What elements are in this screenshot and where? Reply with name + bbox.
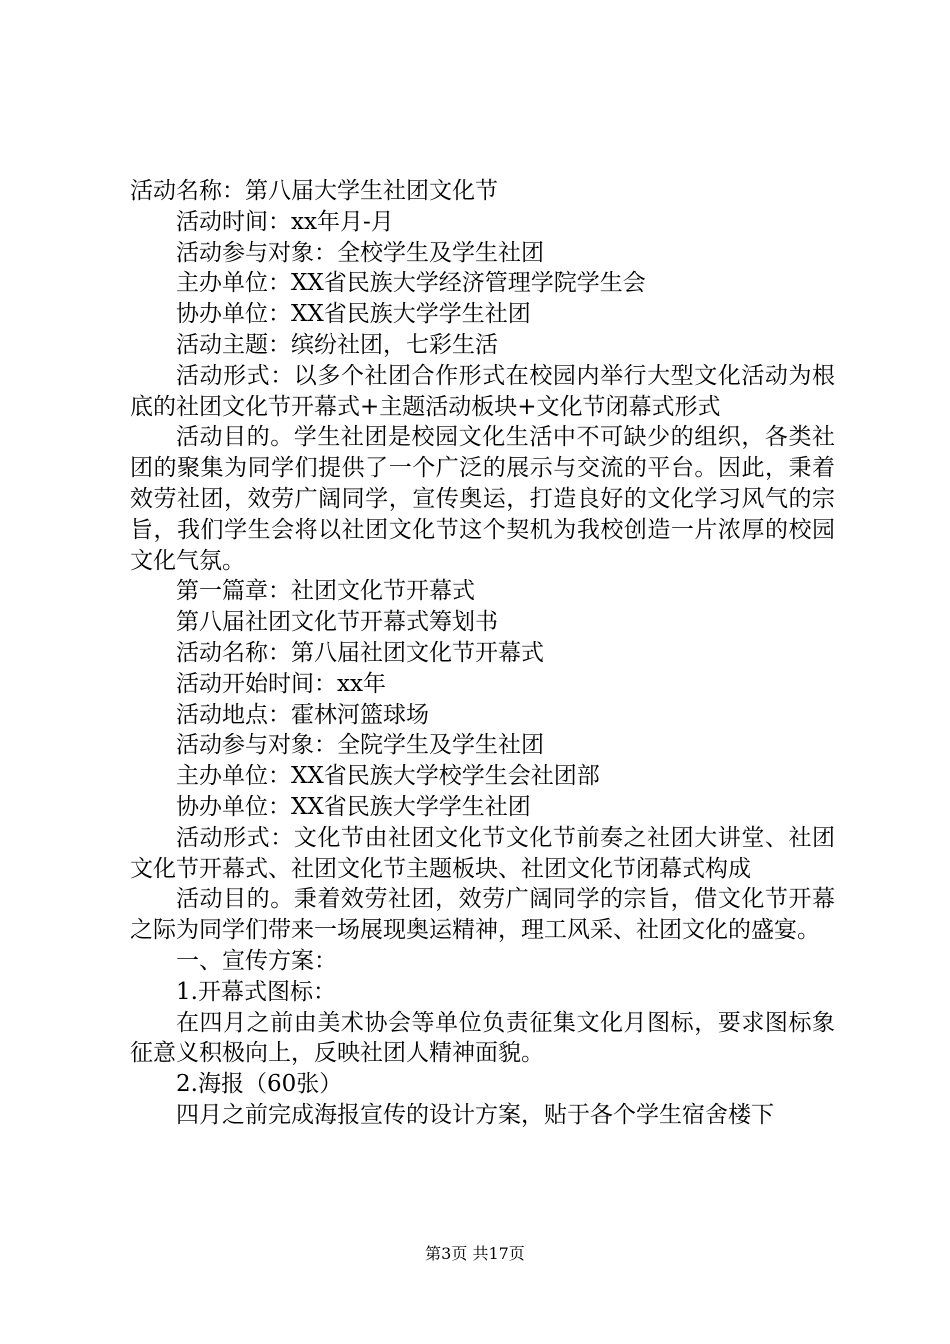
paragraph-organizer: 主办单位：XX省民族大学经济管理学院学生会 [176,270,646,297]
paragraph-plan-title: 第八届社团文化节开幕式筹划书 [176,609,498,636]
paragraph-opening-organizer: 主办单位：XX省民族大学校学生会社团部 [176,763,600,790]
document-body [130,176,835,1131]
paragraph-format: 活动形式：以多个社团合作形式在校园内举行大型文化活动为根底的社团文化节开幕式+主题活动板块+文化节闭幕式形式 [130,362,835,420]
paragraph-poster-detail: 四月之前完成海报宣传的设计方案，贴于各个学生宿舍楼下 [176,1101,774,1128]
paragraph-participants: 活动参与对象：全校学生及学生社团 [176,239,544,266]
paragraph-purpose: 活动目的。学生社团是校园文化生活中不可缺少的组织，各类社团的聚集为同学们提供了一个广泛的展示与交流的平台。因此，秉着效劳社团，效劳广阔同学，宣传奥运，打造良好的文化学习风气的宗旨，我们学生会将以社团文化节这个契机为我校创造一片浓厚的校园文化气氛。 [130,424,835,574]
paragraph-opening-format: 活动形式：文化节由社团文化节文化节前奏之社团大讲堂、社团文化节开幕式、社团文化节主题板块、社团文化节闭幕式构成 [130,824,835,882]
paragraph-co-organizer: 协办单位：XX省民族大学学生社团 [176,301,531,328]
paragraph-opening-purpose: 活动目的。秉着效劳社团，效劳广阔同学的宗旨，借文化节开幕之际为同学们带来一场展现奥运精神，理工风采、社团文化的盛宴。 [130,886,835,944]
paragraph-venue: 活动地点：霍林河篮球场 [176,701,429,728]
paragraph-activity-name: 活动名称：第八届大学生社团文化节 [130,178,498,204]
paragraph-poster-heading: 2.海报（60张） [176,1071,343,1098]
paragraph-logo-detail: 在四月之前由美术协会等单位负责征集文化月图标，要求图标象征意义积极向上，反映社团人精神面貌。 [130,1009,835,1067]
paragraph-logo-heading: 1.开幕式图标： [176,978,336,1005]
paragraph-theme: 活动主题：缤纷社团，七彩生活 [176,331,498,358]
paragraph-publicity-heading: 一、宣传方案： [176,947,337,974]
paragraph-activity-time: 活动时间：xx年月-月 [176,208,394,235]
paragraph-opening-name: 活动名称：第八届社团文化节开幕式 [176,639,544,666]
page-number-footer: 第3页 共17页 [425,1244,525,1263]
paragraph-opening-time: 活动开始时间：xx年 [176,670,386,697]
paragraph-opening-participants: 活动参与对象：全院学生及学生社团 [176,732,544,759]
paragraph-chapter-one: 第一篇章：社团文化节开幕式 [176,578,475,605]
paragraph-opening-co-organizer: 协办单位：XX省民族大学学生社团 [176,793,531,820]
